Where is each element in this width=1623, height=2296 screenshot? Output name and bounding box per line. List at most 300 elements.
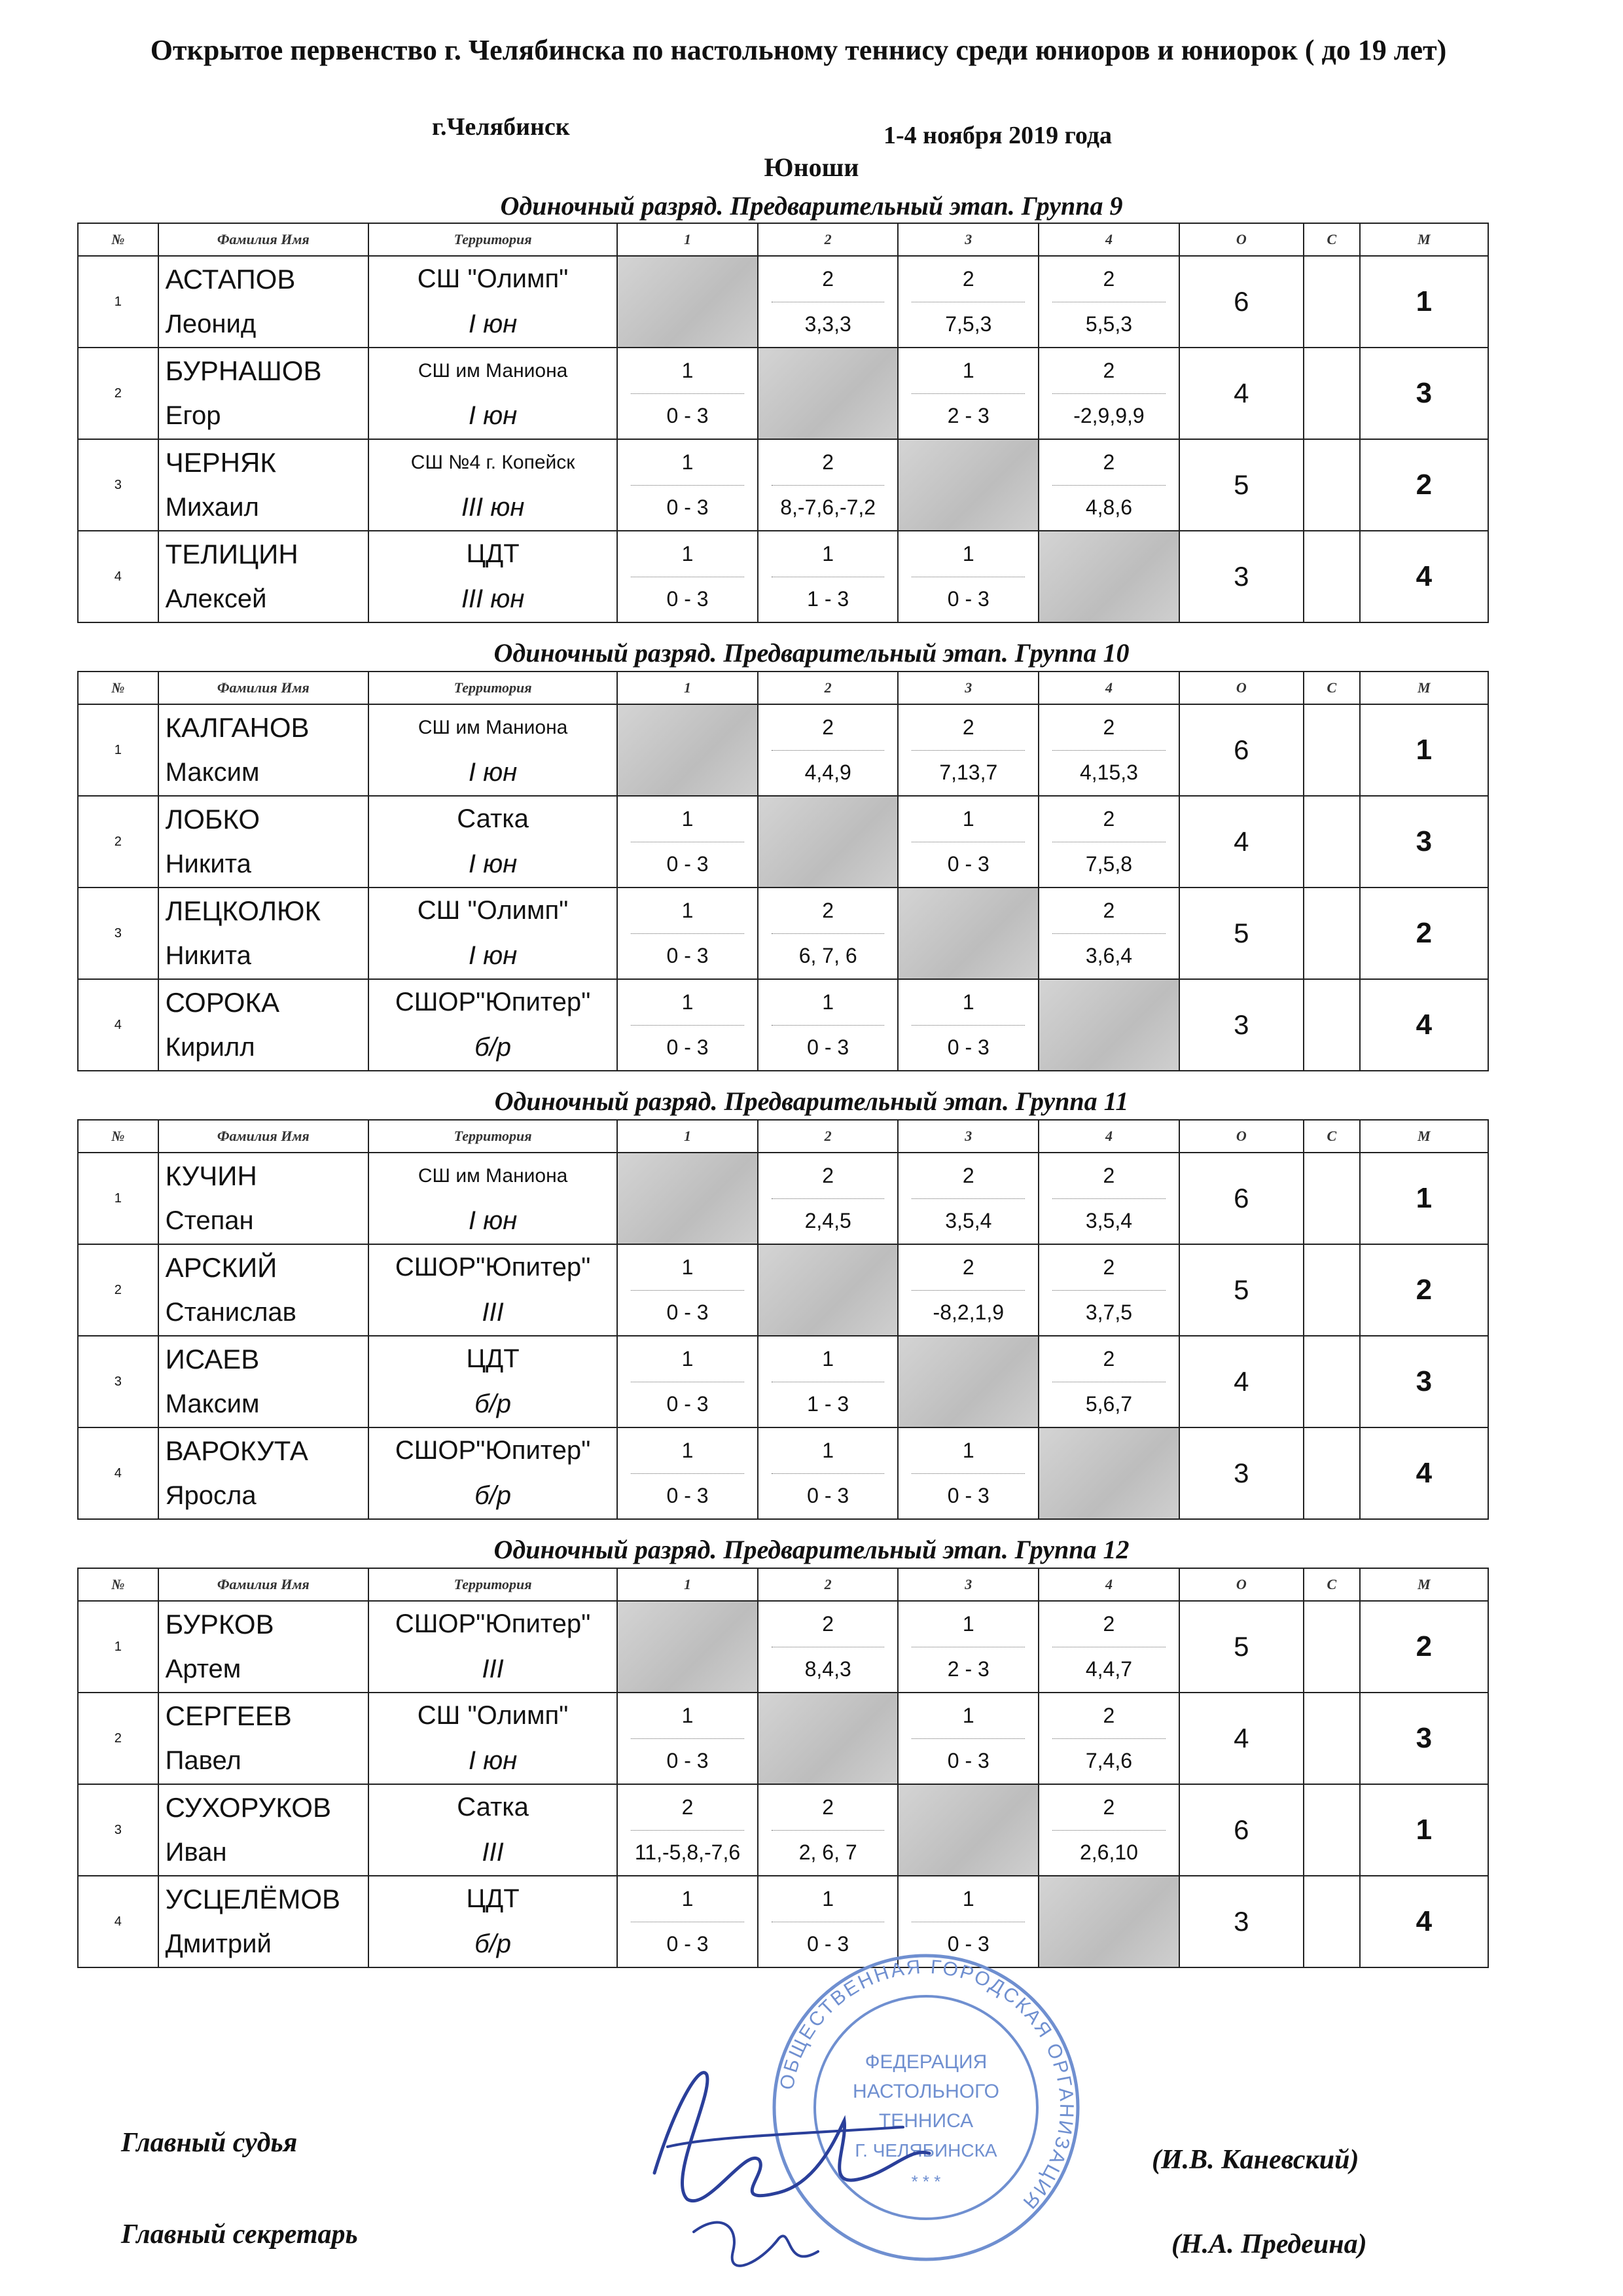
player-rank: I юн [468,1746,518,1775]
final-place: 4 [1360,531,1488,622]
player-first-name: Степан [165,1206,254,1235]
player-rank: III [482,1298,504,1327]
chief-secretary-name: (Н.А. Предеина) [1171,2229,1367,2259]
col-header-2: 2 [758,223,899,256]
player-row [78,531,1488,622]
final-place: 4 [1360,979,1488,1071]
player-first-name: Кирилл [165,1033,255,1062]
match-result-cell [1039,1693,1179,1784]
player-row [78,796,1488,888]
club-name: СШ "Олимп" [417,896,569,925]
group-table [77,1568,1489,1968]
col-header-territory: Территория [368,1120,617,1153]
col-header-s: С [1304,1568,1360,1601]
match-result-cell [1039,256,1179,348]
player-name-cell [158,439,368,531]
total-points: 4 [1179,348,1304,439]
player-rank: I юн [468,401,518,430]
match-result-cell [898,1153,1039,1244]
match-score: 0 - 3 [947,1932,990,1956]
row-number: 1 [78,1153,158,1244]
club-name: СШОР"Юпитер" [395,988,591,1016]
self-match-cell [758,1244,899,1336]
col-header-num: № [78,672,158,704]
match-points: 2 [772,257,885,302]
col-header-points: О [1179,223,1304,256]
col-header-name: Фамилия Имя [158,1568,368,1601]
player-first-name: Яросла [165,1481,257,1510]
match-result-cell [758,1601,899,1693]
self-match-cell [758,348,899,439]
match-score: 0 - 3 [666,1300,709,1325]
match-score: 0 - 3 [666,1749,709,1773]
match-result-cell [898,979,1039,1071]
match-score: 2, 6, 7 [798,1840,857,1865]
col-header-num: № [78,223,158,256]
player-surname: АРСКИЙ [165,1251,277,1283]
territory-cell [368,1153,617,1244]
match-score: 7,5,3 [945,312,992,336]
player-row [78,1244,1488,1336]
match-score: 0 - 3 [807,1932,849,1956]
total-points: 4 [1179,1693,1304,1784]
match-result-cell [1039,1601,1179,1693]
col-header-1: 1 [617,1568,758,1601]
s-cell [1304,888,1360,979]
match-result-cell [1039,1784,1179,1876]
match-result-cell [898,531,1039,622]
self-match-cell [898,1336,1039,1427]
self-match-cell [898,439,1039,531]
s-cell [1304,1784,1360,1876]
territory-cell [368,531,617,622]
match-result-cell [617,979,758,1071]
match-result-cell [1039,348,1179,439]
table-header-row [78,1120,1488,1153]
col-header-s: С [1304,1120,1360,1153]
match-points: 2 [912,705,1025,751]
match-points: 2 [1052,888,1166,934]
self-match-cell [617,704,758,796]
row-number: 4 [78,979,158,1071]
match-score: 4,8,6 [1085,495,1133,520]
match-score: 2 - 3 [947,1657,990,1681]
stamp-line: ФЕДЕРАЦИЯ [865,2051,988,2073]
match-result-cell [758,1336,899,1427]
match-score: 0 - 3 [947,587,990,611]
player-name-cell [158,796,368,888]
club-name: Сатка [457,804,529,833]
s-cell [1304,979,1360,1071]
final-place: 4 [1360,1876,1488,1967]
match-points: 2 [1052,257,1166,302]
match-result-cell [898,256,1039,348]
match-result-cell [898,1693,1039,1784]
col-header-name: Фамилия Имя [158,1120,368,1153]
player-rank: I юн [468,310,518,338]
player-first-name: Артем [165,1655,241,1683]
player-rank: б/р [474,1481,512,1510]
s-cell [1304,531,1360,622]
row-number: 4 [78,1427,158,1519]
player-surname: АСТАПОВ [165,263,296,295]
match-result-cell [758,1153,899,1244]
match-points: 1 [631,980,744,1026]
match-score: 1 - 3 [807,1392,849,1416]
row-number: 1 [78,1601,158,1693]
match-result-cell [758,256,899,348]
match-points: 1 [912,1602,1025,1647]
col-header-s: С [1304,672,1360,704]
match-result-cell [617,348,758,439]
s-cell [1304,1336,1360,1427]
row-number: 1 [78,704,158,796]
row-number: 3 [78,1336,158,1427]
club-name: ЦДТ [466,1884,520,1913]
match-points: 1 [912,531,1025,577]
match-points: 2 [1052,1153,1166,1199]
match-result-cell [1039,1244,1179,1336]
match-score: 3,7,5 [1085,1300,1133,1325]
stamp-line: ТЕННИСА [878,2110,974,2132]
col-header-num: № [78,1568,158,1601]
match-points: 2 [1052,797,1166,842]
territory-cell [368,888,617,979]
total-points: 6 [1179,1153,1304,1244]
player-surname: БУРКОВ [165,1608,274,1640]
match-score: 4,15,3 [1079,761,1138,785]
col-header-points: О [1179,1120,1304,1153]
col-header-1: 1 [617,1120,758,1153]
match-points: 2 [1052,1245,1166,1291]
group-title: Одиночный разряд. Предварительный этап. Группа 12 [493,1535,1130,1564]
col-header-3: 3 [898,1568,1039,1601]
col-header-2: 2 [758,672,899,704]
match-score: 11,-5,8,-7,6 [634,1840,741,1865]
player-name-cell [158,979,368,1071]
club-name: СШ №4 г. Копейск [410,451,575,473]
row-number: 2 [78,796,158,888]
col-header-4: 4 [1039,672,1179,704]
match-result-cell [758,1784,899,1876]
self-match-cell [617,256,758,348]
group-title: Одиночный разряд. Предварительный этап. Группа 9 [500,191,1123,221]
match-points: 1 [631,1876,744,1922]
match-points: 2 [772,1153,885,1199]
club-name: СШ "Олимп" [417,1701,569,1730]
player-first-name: Максим [165,1390,260,1418]
player-rank: б/р [474,1929,512,1958]
match-score: 7,4,6 [1085,1749,1133,1773]
club-name: СШ им Маниона [418,1164,568,1187]
col-header-name: Фамилия Имя [158,223,368,256]
s-cell [1304,439,1360,531]
match-points: 2 [1052,1785,1166,1831]
match-points: 2 [772,888,885,934]
s-cell [1304,1244,1360,1336]
player-surname: СОРОКА [165,986,279,1018]
match-result-cell [1039,888,1179,979]
final-place: 1 [1360,256,1488,348]
final-place: 3 [1360,348,1488,439]
group-table [77,223,1489,623]
final-place: 2 [1360,439,1488,531]
player-surname: ВАРОКУТА [165,1435,308,1466]
match-score: 3,3,3 [804,312,851,336]
match-points: 1 [631,1693,744,1739]
player-name-cell [158,888,368,979]
match-result-cell [758,888,899,979]
match-points: 1 [772,1876,885,1922]
final-place: 1 [1360,1784,1488,1876]
match-result-cell [617,888,758,979]
match-points: 1 [912,1428,1025,1474]
match-result-cell [758,1427,899,1519]
player-first-name: Максим [165,758,260,787]
player-rank: III юн [461,493,525,522]
match-score: 0 - 3 [666,404,709,428]
col-header-place: М [1360,1568,1488,1601]
chief-judge-name: (И.В. Каневский) [1152,2145,1359,2175]
player-rank: б/р [474,1033,512,1062]
match-points: 1 [631,531,744,577]
match-points: 2 [912,1153,1025,1199]
col-header-4: 4 [1039,1120,1179,1153]
player-rank: I юн [468,1206,518,1235]
match-points: 2 [631,1785,744,1831]
territory-cell [368,796,617,888]
self-match-cell [1039,531,1179,622]
match-result-cell [898,704,1039,796]
match-score: 0 - 3 [666,944,709,968]
player-first-name: Михаил [165,493,259,522]
player-rank: III [482,1838,504,1867]
player-rank: I юн [468,941,518,970]
match-score: 0 - 3 [666,1035,709,1060]
total-points: 6 [1179,1784,1304,1876]
territory-cell [368,979,617,1071]
match-points: 2 [772,1785,885,1831]
match-result-cell [898,348,1039,439]
match-score: 3,5,4 [945,1209,992,1233]
stamp-line: НАСТОЛЬНОГО [853,2081,999,2102]
total-points: 4 [1179,1336,1304,1427]
self-match-cell [1039,1427,1179,1519]
col-header-2: 2 [758,1120,899,1153]
player-row [78,348,1488,439]
match-points: 1 [772,980,885,1026]
match-result-cell [758,439,899,531]
player-row [78,256,1488,348]
territory-cell [368,348,617,439]
player-name-cell [158,348,368,439]
total-points: 3 [1179,1427,1304,1519]
stamp-outer-text: ОБЩЕСТВЕННАЯ ГОРОДСКАЯ ОРГАНИЗАЦИЯ [776,1956,1078,2214]
s-cell [1304,796,1360,888]
player-row [78,439,1488,531]
player-name-cell [158,531,368,622]
match-result-cell [1039,1336,1179,1427]
player-name-cell [158,704,368,796]
match-score: 8,4,3 [804,1657,851,1681]
col-header-4: 4 [1039,1568,1179,1601]
total-points: 5 [1179,888,1304,979]
col-header-name: Фамилия Имя [158,672,368,704]
col-header-2: 2 [758,1568,899,1601]
territory-cell [368,1693,617,1784]
match-points: 1 [631,797,744,842]
total-points: 6 [1179,704,1304,796]
match-result-cell [1039,704,1179,796]
match-result-cell [617,1876,758,1967]
player-first-name: Никита [165,850,251,878]
match-score: 0 - 3 [947,1035,990,1060]
player-first-name: Леонид [165,310,257,338]
match-score: 7,5,8 [1085,852,1133,876]
player-name-cell [158,1336,368,1427]
match-score: 0 - 3 [666,1392,709,1416]
player-rank: б/р [474,1390,512,1418]
group-title: Одиночный разряд. Предварительный этап. Группа 10 [493,638,1130,668]
row-number: 3 [78,439,158,531]
match-score: 0 - 3 [807,1035,849,1060]
club-name: СШОР"Юпитер" [395,1253,591,1282]
player-row [78,888,1488,979]
table-header-row [78,223,1488,256]
match-result-cell [1039,1153,1179,1244]
match-result-cell [617,796,758,888]
col-header-1: 1 [617,672,758,704]
match-points: 1 [912,797,1025,842]
territory-cell [368,1427,617,1519]
match-points: 2 [1052,1602,1166,1647]
territory-cell [368,1784,617,1876]
player-surname: ЧЕРНЯК [165,446,276,478]
player-row [78,1601,1488,1693]
final-place: 2 [1360,1244,1488,1336]
player-row [78,1693,1488,1784]
city: г.Челябинск [432,113,570,141]
match-score: 0 - 3 [807,1484,849,1508]
player-first-name: Иван [165,1838,227,1867]
player-row [78,979,1488,1071]
self-match-cell [617,1601,758,1693]
self-match-cell [617,1153,758,1244]
match-score: 4,4,7 [1085,1657,1133,1681]
match-points: 2 [1052,1693,1166,1739]
player-surname: ТЕЛИЦИН [165,538,298,569]
match-score: 5,6,7 [1085,1392,1133,1416]
player-name-cell [158,1876,368,1967]
player-first-name: Егор [165,401,221,430]
row-number: 2 [78,1244,158,1336]
match-score: 4,4,9 [804,761,851,785]
total-points: 3 [1179,1876,1304,1967]
self-match-cell [758,796,899,888]
self-match-cell [1039,979,1179,1071]
player-rank: III [482,1655,504,1683]
club-name: ЦДТ [466,539,520,568]
match-result-cell [898,1427,1039,1519]
player-surname: ЛОБКО [165,803,260,834]
match-points: 2 [772,705,885,751]
club-name: СШОР"Юпитер" [395,1436,591,1465]
group-title: Одиночный разряд. Предварительный этап. Группа 11 [494,1086,1129,1116]
match-score: 5,5,3 [1085,312,1133,336]
final-place: 4 [1360,1427,1488,1519]
group-table [77,671,1489,1071]
s-cell [1304,704,1360,796]
chief-judge-label: Главный судья [121,2128,298,2158]
col-header-s: С [1304,223,1360,256]
territory-cell [368,704,617,796]
col-header-territory: Территория [368,1568,617,1601]
player-rank: I юн [468,850,518,878]
col-header-points: О [1179,672,1304,704]
match-points: 2 [912,257,1025,302]
player-row [78,1336,1488,1427]
territory-cell [368,256,617,348]
match-score: 8,-7,6,-7,2 [780,495,876,520]
total-points: 3 [1179,531,1304,622]
row-number: 4 [78,1876,158,1967]
row-number: 3 [78,1784,158,1876]
match-points: 2 [1052,440,1166,486]
self-match-cell [758,1693,899,1784]
match-points: 1 [772,531,885,577]
player-name-cell [158,1153,368,1244]
col-header-place: М [1360,672,1488,704]
match-score: 3,5,4 [1085,1209,1133,1233]
player-surname: УСЦЕЛЁМОВ [165,1883,341,1914]
match-points: 1 [912,348,1025,394]
match-points: 1 [772,1336,885,1382]
s-cell [1304,348,1360,439]
match-result-cell [1039,439,1179,531]
club-name: СШОР"Юпитер" [395,1609,591,1638]
player-first-name: Дмитрий [165,1929,272,1958]
s-cell [1304,1427,1360,1519]
match-score: 0 - 3 [666,495,709,520]
player-name-cell [158,256,368,348]
final-place: 3 [1360,796,1488,888]
match-result-cell [617,1427,758,1519]
match-points: 1 [631,888,744,934]
match-result-cell [617,531,758,622]
total-points: 5 [1179,1601,1304,1693]
s-cell [1304,1601,1360,1693]
s-cell [1304,256,1360,348]
player-name-cell [158,1601,368,1693]
final-place: 3 [1360,1693,1488,1784]
match-result-cell [617,439,758,531]
match-score: 0 - 3 [666,852,709,876]
match-points: 1 [912,1693,1025,1739]
self-match-cell [898,888,1039,979]
total-points: 5 [1179,439,1304,531]
match-result-cell [617,1244,758,1336]
match-score: 6, 7, 6 [798,944,857,968]
match-points: 1 [912,980,1025,1026]
match-score: 1 - 3 [807,587,849,611]
territory-cell [368,1244,617,1336]
handwritten-signature [628,2016,942,2291]
player-name-cell [158,1693,368,1784]
row-number: 1 [78,256,158,348]
player-row [78,1784,1488,1876]
territory-cell [368,1876,617,1967]
player-surname: ЛЕЦКОЛЮК [165,895,321,926]
